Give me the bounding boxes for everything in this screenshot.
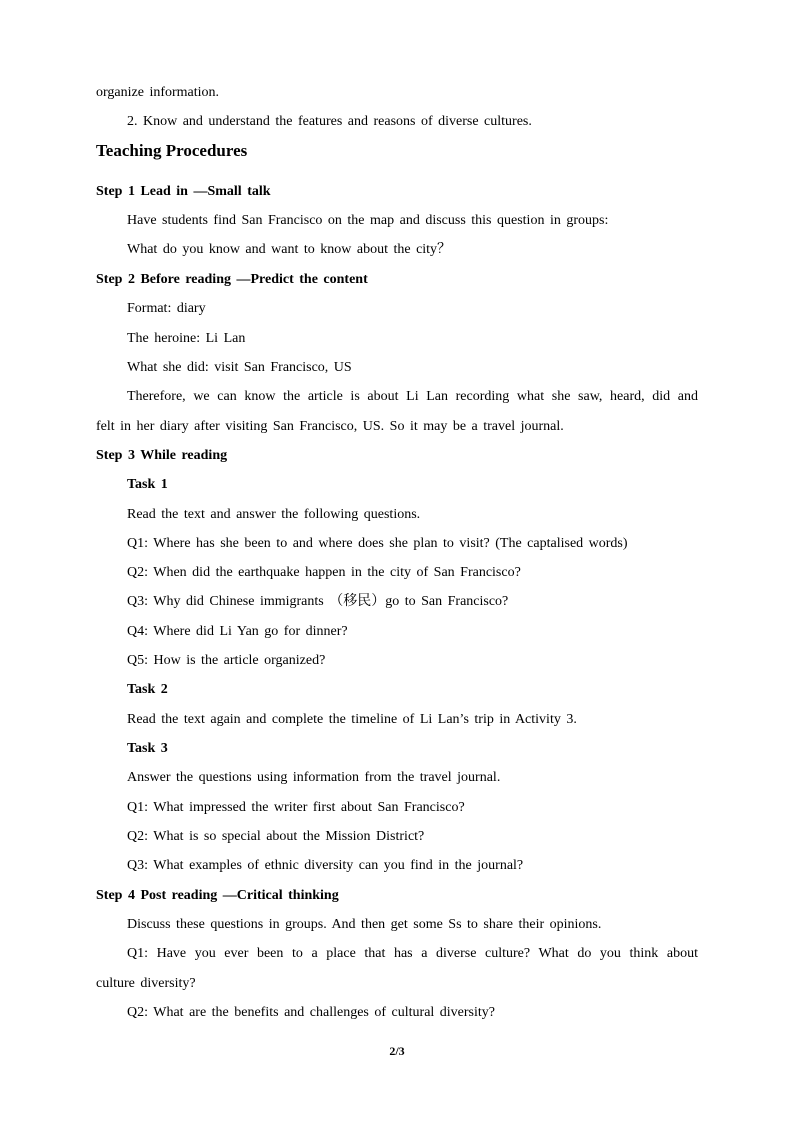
question-line: Q4: Where did Li Yan go for dinner? (127, 624, 348, 639)
question-line: Q3: What examples of ethnic diversity can you find in the journal? (127, 858, 524, 873)
question-line: Q1: Have you ever been to a place that has a diverse culture? What do you think about (127, 946, 698, 961)
question-line: Q2: When did the earthquake happen in the city of San Francisco? (127, 565, 521, 580)
task-heading: Task 2 (127, 682, 168, 697)
question-line: Q2: What is so special about the Mission District? (127, 829, 425, 844)
step-heading: Step 2 Before reading —Predict the content (96, 272, 368, 287)
page-number: 2/3 (389, 1044, 405, 1058)
section-heading: Teaching Procedures (96, 141, 248, 160)
step-heading: Step 1 Lead in —Small talk (96, 184, 271, 199)
text-line: What she did: visit San Francisco, US (127, 360, 352, 375)
question-line: Q5: How is the article organized? (127, 653, 326, 668)
text-line: Have students find San Francisco on the map and discuss this question in groups: (127, 213, 609, 228)
text-line: felt in her diary after visiting San Francisco, US. So it may be a travel journal. (96, 419, 564, 434)
question-line: Q2: What are the benefits and challenges of cultural diversity? (127, 1005, 495, 1020)
step-heading: Step 3 While reading (96, 448, 228, 463)
text-line: Therefore, we can know the article is about Li Lan recording what she saw, heard, did and (127, 389, 698, 404)
question-line: Q1: What impressed the writer first about San Francisco? (127, 800, 465, 815)
task-heading: Task 3 (127, 741, 168, 756)
text-line: Format: diary (127, 301, 206, 316)
text-line: Read the text and answer the following questions. (127, 507, 421, 522)
question-line: Q1: Where has she been to and where does she plan to visit? (The captalised words) (127, 536, 628, 551)
text-line: organize information. (96, 85, 220, 100)
text-line: Discuss these questions in groups. And then get some Ss to share their opinions. (127, 917, 602, 932)
objective-item: 2. Know and understand the features and reasons of diverse cultures. (127, 114, 532, 129)
question-line: Q3: Why did Chinese immigrants （移民）go to San Francisco? (127, 594, 509, 609)
text-line: Answer the questions using information from the travel journal. (127, 770, 501, 785)
step-heading: Step 4 Post reading —Critical thinking (96, 888, 339, 903)
text-line: Read the text again and complete the timeline of Li Lan’s trip in Activity 3. (127, 712, 577, 727)
text-line: What do you know and want to know about the city？ (127, 242, 452, 257)
text-line: The heroine: Li Lan (127, 331, 246, 346)
task-heading: Task 1 (127, 477, 168, 492)
text-line: culture diversity? (96, 976, 196, 991)
